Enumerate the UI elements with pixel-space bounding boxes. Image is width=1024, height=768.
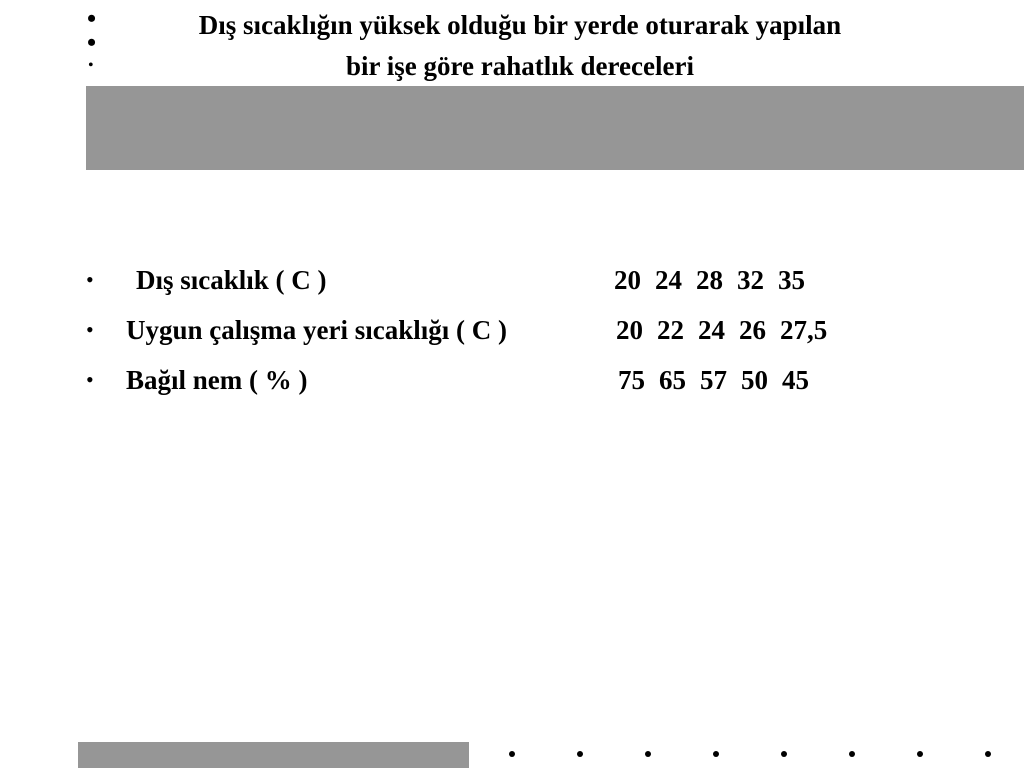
value-cell: 22 <box>657 315 684 345</box>
bullet-icon: • <box>86 317 94 342</box>
title-line-2: bir işe göre rahatlık dereceleri <box>346 51 694 81</box>
list-item-workplace-temperature <box>86 308 986 358</box>
row-label: Dış sıcaklık ( C ) <box>136 265 327 295</box>
value-cell: 50 <box>741 365 768 395</box>
value-cell: 35 <box>778 265 805 295</box>
dot-icon <box>849 751 855 757</box>
footer-bar <box>78 742 469 768</box>
dot-icon <box>645 751 651 757</box>
value-cell: 26 <box>739 315 766 345</box>
list-item-outdoor-temperature <box>86 258 986 308</box>
bullet-icon: • <box>86 267 94 292</box>
dot-icon <box>985 751 991 757</box>
title-bullet-icon: • <box>88 57 94 74</box>
value-cell: 24 <box>655 265 682 295</box>
dot-icon <box>917 751 923 757</box>
bullet-list <box>86 258 986 408</box>
value-cell: 20 <box>616 315 643 345</box>
title-bullet-icon: • <box>87 4 97 33</box>
row-label: Uygun çalışma yeri sıcaklığı ( C ) <box>126 315 507 345</box>
bullet-icon: • <box>86 367 94 392</box>
value-cell: 28 <box>696 265 723 295</box>
value-cell: 75 <box>618 365 645 395</box>
value-cell: 27,5 <box>780 315 828 345</box>
slide-title <box>80 4 960 84</box>
dot-icon <box>781 751 787 757</box>
value-cell: 65 <box>659 365 686 395</box>
row-label: Bağıl nem ( % ) <box>126 365 308 395</box>
title-line-1: Dış sıcaklığın yüksek olduğu bir yerde oturarak yapılan <box>198 10 842 40</box>
dot-icon <box>713 751 719 757</box>
header-band <box>86 86 1024 170</box>
list-item-relative-humidity <box>86 358 986 408</box>
value-cell: 45 <box>782 365 809 395</box>
dot-icon <box>509 751 515 757</box>
row-values <box>614 258 819 302</box>
row-values <box>616 308 841 352</box>
value-cell: 57 <box>700 365 727 395</box>
value-cell: 32 <box>737 265 764 295</box>
title-bullet-icon: • <box>87 28 97 57</box>
value-cell: 20 <box>614 265 641 295</box>
value-cell: 24 <box>698 315 725 345</box>
row-values <box>618 358 823 402</box>
footer-dots <box>500 745 1020 765</box>
dot-icon <box>577 751 583 757</box>
